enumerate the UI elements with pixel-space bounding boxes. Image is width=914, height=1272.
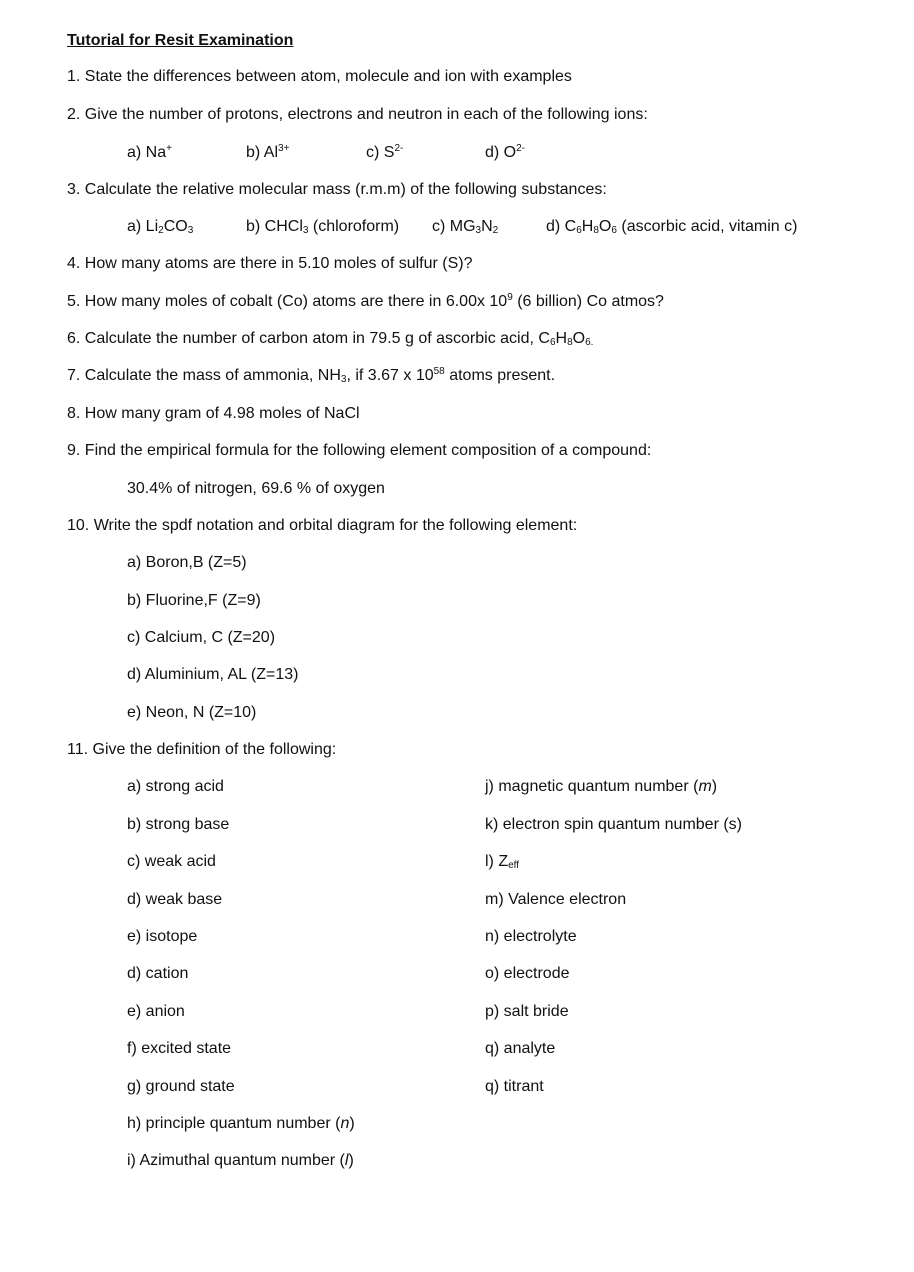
q11-left-item: e) isotope <box>127 928 198 945</box>
q11-right-item: q) titrant <box>485 1078 544 1095</box>
q11-left-item: f) excited state <box>127 1040 232 1057</box>
q3-item-a: a) $Li_2CO_3$ <box>127 218 194 236</box>
question-3: 3. Calculate the relative molecular mass (r.m.m) of the following substances: <box>67 181 607 198</box>
q3-item-c: c) $MG_3N_2$ <box>432 218 499 236</box>
question-5: 5. How many moles of cobalt (Co) atoms are there in 6.00x $10^9$ (6 billion) Co atmos? <box>67 292 664 310</box>
question-10: 10. Write the spdf notation and orbital diagram for the following element: <box>67 517 578 534</box>
question-11: 11. Give the definition of the following: <box>67 741 337 758</box>
q11-item-j: j) magnetic quantum number (m) <box>485 778 718 795</box>
question-9: 9. Find the empirical formula for the following element composition of a compound: <box>67 442 652 459</box>
q11-item-l: l) $Z_{eff}$ <box>485 853 520 871</box>
q11-right-item: m) Valence electron <box>485 891 627 908</box>
q11-left-item: g) ground state <box>127 1078 235 1095</box>
q11-left-item: a) strong acid <box>127 778 224 795</box>
q2-item-a: a) Na+ <box>127 143 172 161</box>
q10-item: a) Boron,B (Z=5) <box>127 554 247 571</box>
q10-item: e) Neon, N (Z=10) <box>127 704 257 721</box>
question-1: 1. State the differences between atom, molecule and ion with examples <box>67 68 572 85</box>
q11-item-i: i) Azimuthal quantum number (l) <box>127 1152 354 1169</box>
q11-left-item: c) weak acid <box>127 853 216 870</box>
q9-composition: 30.4% of nitrogen, 69.6 % of oxygen <box>127 480 385 497</box>
q10-item: c) Calcium, C (Z=20) <box>127 629 276 646</box>
q11-right-item: n) electrolyte <box>485 928 577 945</box>
q11-right-item: o) electrode <box>485 965 570 982</box>
question-2: 2. Give the number of protons, electrons and neutron in each of the following ions: <box>67 106 648 123</box>
q3-item-b: b) CHCl$_3$ (chloroform) <box>246 218 400 236</box>
page-title: Tutorial for Resit Examination <box>67 32 294 49</box>
q11-left-item: d) cation <box>127 965 189 982</box>
q11-item-k: k) electron spin quantum number (s) <box>485 816 742 833</box>
q11-left-item: b) strong base <box>127 816 230 833</box>
q11-right-item: q) analyte <box>485 1040 556 1057</box>
q2-item-d: d) $O^{2-}$ <box>485 143 526 161</box>
q2-item-b: b) $Al^{3+}$ <box>246 143 290 161</box>
question-8: 8. How many gram of 4.98 moles of NaCl <box>67 405 360 422</box>
question-7: 7. Calculate the mass of ammonia, $NH_3$, if 3.67 x $10^{58}$ atoms present. <box>67 366 556 385</box>
q11-left-item: e) anion <box>127 1003 185 1020</box>
q11-left-item: d) weak base <box>127 891 223 908</box>
q11-item-h: h) principle quantum number (n) <box>127 1115 355 1132</box>
q3-item-d: d) $C_6H_8O_6$ (ascorbic acid, vitamin c) <box>546 218 798 236</box>
q2-item-c: c) $S^{2-}$ <box>366 143 404 161</box>
question-6: 6. Calculate the number of carbon atom in 79.5 g of ascorbic acid, $C_6H_8O_{6.}$ <box>67 330 594 348</box>
question-4: 4. How many atoms are there in 5.10 moles of sulfur (S)? <box>67 255 473 272</box>
q10-item: b) Fluorine,F (Z=9) <box>127 592 261 609</box>
q11-right-item: p) salt bride <box>485 1003 569 1020</box>
q10-item: d) Aluminium, AL (Z=13) <box>127 666 299 683</box>
